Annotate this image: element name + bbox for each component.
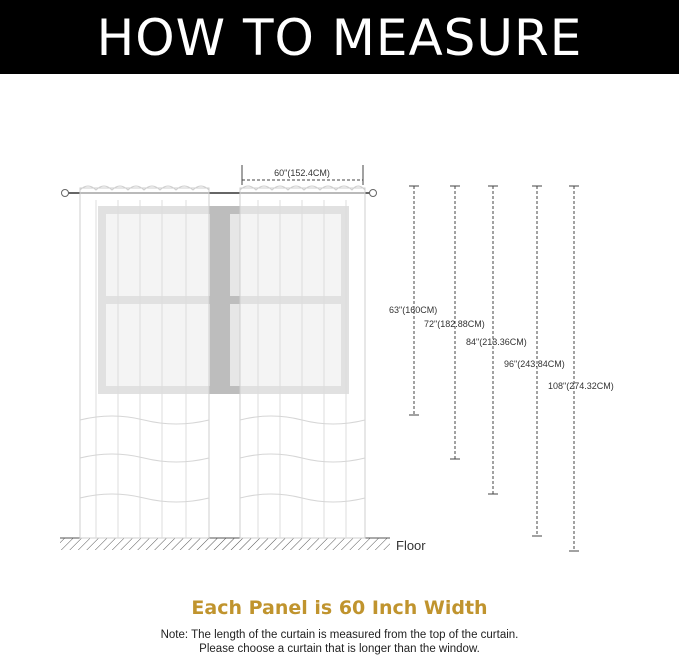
length-dimension-96 (504, 186, 565, 536)
page-title: HOW TO MEASURE (96, 9, 583, 67)
curtain-panel-left (80, 186, 209, 538)
length-label-72: 72"(182.88CM) (424, 319, 485, 329)
length-dimension-72 (424, 186, 485, 459)
note-line-1: Note: The length of the curtain is measured from the top of the curtain. (160, 629, 519, 641)
panel-width-heading: Each Panel is 60 Inch Width (191, 597, 488, 619)
length-label-63: 63"(160CM) (389, 305, 438, 315)
panel-width-label: 60"(152.4CM) (274, 168, 330, 178)
length-dimension-63 (389, 186, 437, 415)
length-dimension-84 (466, 186, 527, 494)
floor-hatch (60, 538, 390, 550)
measurement-diagram (0, 74, 679, 574)
panel-width-dimension (242, 165, 363, 185)
length-label-108: 108"(274.32CM) (548, 381, 614, 391)
note-line-2: Please choose a curtain that is longer than the window. (199, 643, 480, 655)
floor-label: Floor (396, 538, 426, 553)
header-banner (0, 0, 679, 74)
curtain-panel-right (240, 186, 365, 538)
length-label-84: 84"(213.36CM) (466, 337, 527, 347)
length-label-96: 96"(243.84CM) (504, 359, 565, 369)
